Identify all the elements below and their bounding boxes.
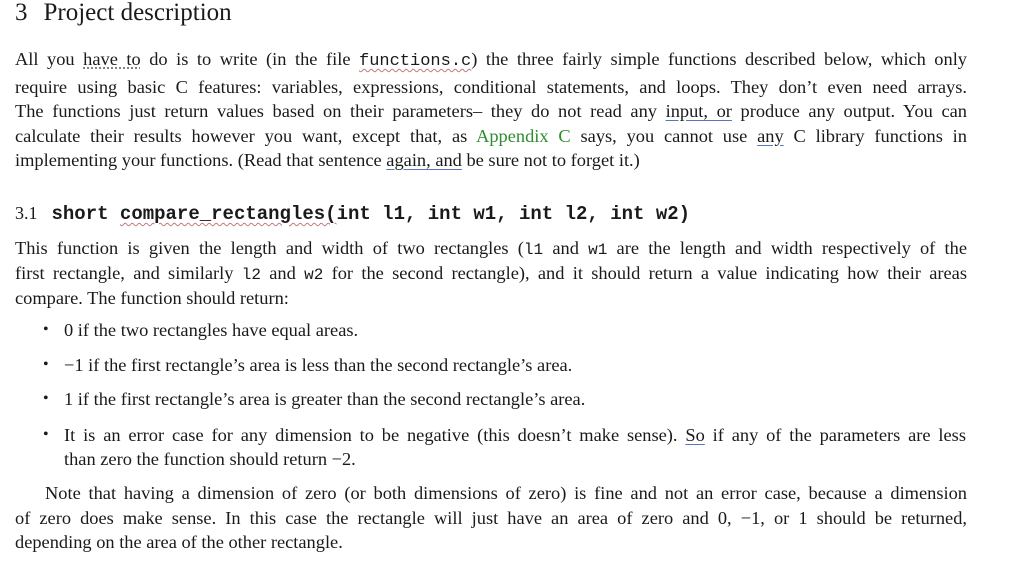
text-run: produce any output. You can bbox=[731, 101, 968, 121]
grammar-flag: input, or bbox=[665, 101, 732, 121]
text-run: and bbox=[543, 238, 589, 258]
subsection-heading bbox=[15, 200, 690, 228]
list-item-line bbox=[64, 423, 966, 447]
file-name-code: functions.c bbox=[359, 52, 472, 71]
grammar-flag: any bbox=[757, 125, 784, 146]
text-run: All you bbox=[15, 49, 84, 69]
bullet-icon: • bbox=[43, 321, 49, 338]
text-run: The functions just return values based on their parameters– they do not read any bbox=[15, 101, 666, 121]
text-run: It is an error case for any dimension to be negative (this doesn’t make sense). bbox=[64, 425, 686, 445]
list-item-text: 1 if the first rectangle’s area is greater than the second rectangle’s area. bbox=[64, 389, 586, 409]
subsection-number: 3.1 bbox=[15, 203, 38, 223]
text-run: if any of the parameters are less bbox=[704, 425, 966, 445]
section-heading bbox=[15, 0, 232, 28]
text-run: says, you cannot use bbox=[570, 125, 758, 146]
text-run: int l1, int w1, int l2, int w2) bbox=[336, 203, 691, 225]
list-item-text bbox=[64, 423, 966, 471]
bullet-icon: • bbox=[43, 426, 49, 443]
note-line: depending on the area of the other rectangle. bbox=[15, 532, 343, 552]
param-code: w2 bbox=[304, 266, 324, 284]
text-run: ) the three fairly simple functions described below, which only bbox=[471, 49, 967, 69]
param-code: w1 bbox=[588, 241, 608, 259]
section-title: Project description bbox=[43, 0, 232, 26]
bullet-icon: • bbox=[43, 390, 49, 407]
section-number: 3 bbox=[15, 0, 28, 26]
text-run: implementing your functions. (Read that sentence bbox=[15, 150, 387, 170]
list-item bbox=[44, 318, 966, 342]
note-line: of zero does make sense. In this case the rectangle will just have an area of zero and 0, −1, or 1 should be returned, bbox=[15, 507, 967, 528]
list-item-text: 0 if the two rectangles have equal areas. bbox=[64, 320, 359, 340]
intro-paragraph bbox=[15, 47, 967, 173]
list-item-line: than zero the function should return −2. bbox=[64, 449, 356, 469]
function-signature bbox=[52, 203, 691, 225]
text-run: for the second rectangle), and it should return a value indicating how their areas bbox=[323, 263, 968, 283]
grammar-flag: again, and bbox=[386, 150, 462, 170]
text-run: be sure not to forget it.) bbox=[461, 150, 640, 170]
description-line bbox=[15, 262, 967, 287]
list-item bbox=[44, 423, 966, 471]
text-run: calculate their results however you want, except that, as bbox=[15, 125, 477, 146]
intro-line: require using basic C features: variables, expressions, conditional statements, and loops. They don’t even need arrays. bbox=[15, 76, 967, 97]
bullet-icon: • bbox=[43, 356, 49, 373]
intro-line bbox=[15, 148, 967, 173]
text-run: and bbox=[260, 263, 305, 283]
text-run: This function is given the length and width of two rectangles ( bbox=[15, 238, 524, 258]
description-line: compare. The function should return: bbox=[15, 288, 289, 308]
param-code: l1 bbox=[523, 241, 544, 259]
list-item bbox=[44, 353, 966, 377]
intro-line bbox=[15, 99, 967, 124]
list-item bbox=[44, 387, 966, 411]
text-run: do is to write (in the file bbox=[140, 49, 359, 69]
spelling-flag: compare_rectangles( bbox=[119, 203, 337, 225]
intro-line bbox=[15, 47, 967, 75]
text-run: C library functions in bbox=[783, 125, 967, 146]
grammar-flag: have to bbox=[83, 49, 141, 69]
text-run: short bbox=[51, 203, 120, 225]
param-code: l2 bbox=[241, 266, 261, 284]
description-line bbox=[15, 237, 967, 262]
note-line: Note that having a dimension of zero (or both dimensions of zero) is fine and not an error case, because a dimension bbox=[45, 483, 967, 503]
text-run: are the length and width respectively of the bbox=[607, 238, 967, 258]
note-paragraph bbox=[15, 481, 967, 555]
list-item-text: −1 if the first rectangle’s area is less than the second rectangle’s area. bbox=[64, 355, 573, 375]
grammar-flag: So bbox=[685, 425, 705, 445]
text-run: first rectangle, and similarly bbox=[15, 263, 242, 283]
appendix-link[interactable]: Appendix C bbox=[476, 125, 571, 146]
intro-line bbox=[15, 124, 967, 149]
description-paragraph bbox=[15, 237, 967, 310]
